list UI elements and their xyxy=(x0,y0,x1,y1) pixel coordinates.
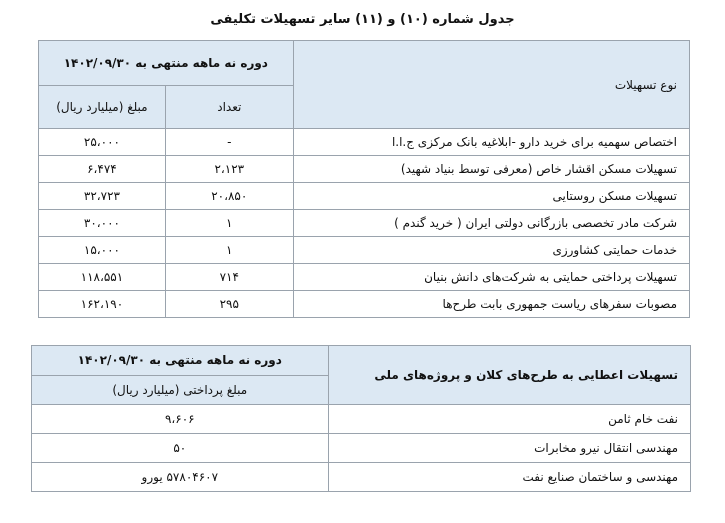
table-row xyxy=(39,291,690,318)
amount-cell: ۱۶۲،۱۹۰ xyxy=(39,291,166,318)
table-row xyxy=(39,237,690,264)
count-cell: ۲۰،۸۵۰ xyxy=(165,183,293,210)
other-facilities-table xyxy=(38,40,690,318)
count-cell: ۲،۱۲۳ xyxy=(165,156,293,183)
paid-amount-cell: ۹،۶۰۶ xyxy=(32,405,329,434)
facility-type-cell: شرکت مادر تخصصی بازرگانی دولتی ایران ( خرید گندم ) xyxy=(293,210,689,237)
type-header: نوع تسهیلات xyxy=(293,41,689,129)
paid-amount-header: مبلغ پرداختی (میلیارد ریال) xyxy=(32,375,329,405)
count-cell: ۱ xyxy=(165,237,293,264)
count-header: تعداد xyxy=(165,86,293,129)
table-caption: جدول شماره (۱۰) و (۱۱) سایر تسهیلات تکلیفی xyxy=(210,12,515,27)
amount-cell: ۱۱۸،۵۵۱ xyxy=(39,264,166,291)
amount-header: مبلغ (میلیارد ریال) xyxy=(39,86,166,129)
facility-type-cell: مصوبات سفرهای ریاست جمهوری بابت طرح‌ها xyxy=(293,291,689,318)
project-name-cell: نفت خام ثامن xyxy=(328,405,690,434)
table-row xyxy=(39,183,690,210)
facility-type-cell: خدمات حمایتی کشاورزی xyxy=(293,237,689,264)
table-row xyxy=(32,405,691,434)
paid-amount-cell: ۵۷۸۰۴۶۰۷ یورو xyxy=(32,463,329,492)
period-header: دوره نه ماهه منتهی به ۱۴۰۲/۰۹/۳۰ xyxy=(39,41,294,86)
count-cell: ۲۹۵ xyxy=(165,291,293,318)
count-cell: - xyxy=(165,129,293,156)
table-row xyxy=(39,264,690,291)
project-name-cell: مهندسی انتقال نیرو مخابرات xyxy=(328,434,690,463)
period-header-2: دوره نه ماهه منتهی به ۱۴۰۲/۰۹/۳۰ xyxy=(32,346,329,376)
table-row xyxy=(32,434,691,463)
projects-title: تسهیلات اعطایی به طرح‌های کلان و پروژه‌های ملی xyxy=(328,346,690,405)
table-row xyxy=(39,210,690,237)
amount-cell: ۳۰،۰۰۰ xyxy=(39,210,166,237)
table-row xyxy=(39,129,690,156)
count-cell: ۱ xyxy=(165,210,293,237)
paid-amount-cell: ۵۰ xyxy=(32,434,329,463)
facility-type-cell: تسهیلات مسکن اقشار خاص (معرفی توسط بنیاد شهید) xyxy=(293,156,689,183)
facility-type-cell: تسهیلات پرداختی حمایتی به شرکت‌های دانش بنیان xyxy=(293,264,689,291)
amount-cell: ۱۵،۰۰۰ xyxy=(39,237,166,264)
count-cell: ۷۱۴ xyxy=(165,264,293,291)
facility-type-cell: تسهیلات مسکن روستایی xyxy=(293,183,689,210)
amount-cell: ۶،۴۷۴ xyxy=(39,156,166,183)
amount-cell: ۲۵،۰۰۰ xyxy=(39,129,166,156)
project-name-cell: مهندسی و ساختمان صنایع نفت xyxy=(328,463,690,492)
table-row xyxy=(39,156,690,183)
table-row xyxy=(32,463,691,492)
national-projects-table xyxy=(31,345,691,492)
amount-cell: ۳۲،۷۲۳ xyxy=(39,183,166,210)
facility-type-cell: اختصاص سهمیه برای خرید دارو -ابلاغیه بانک مرکزی ج.ا.ا xyxy=(293,129,689,156)
